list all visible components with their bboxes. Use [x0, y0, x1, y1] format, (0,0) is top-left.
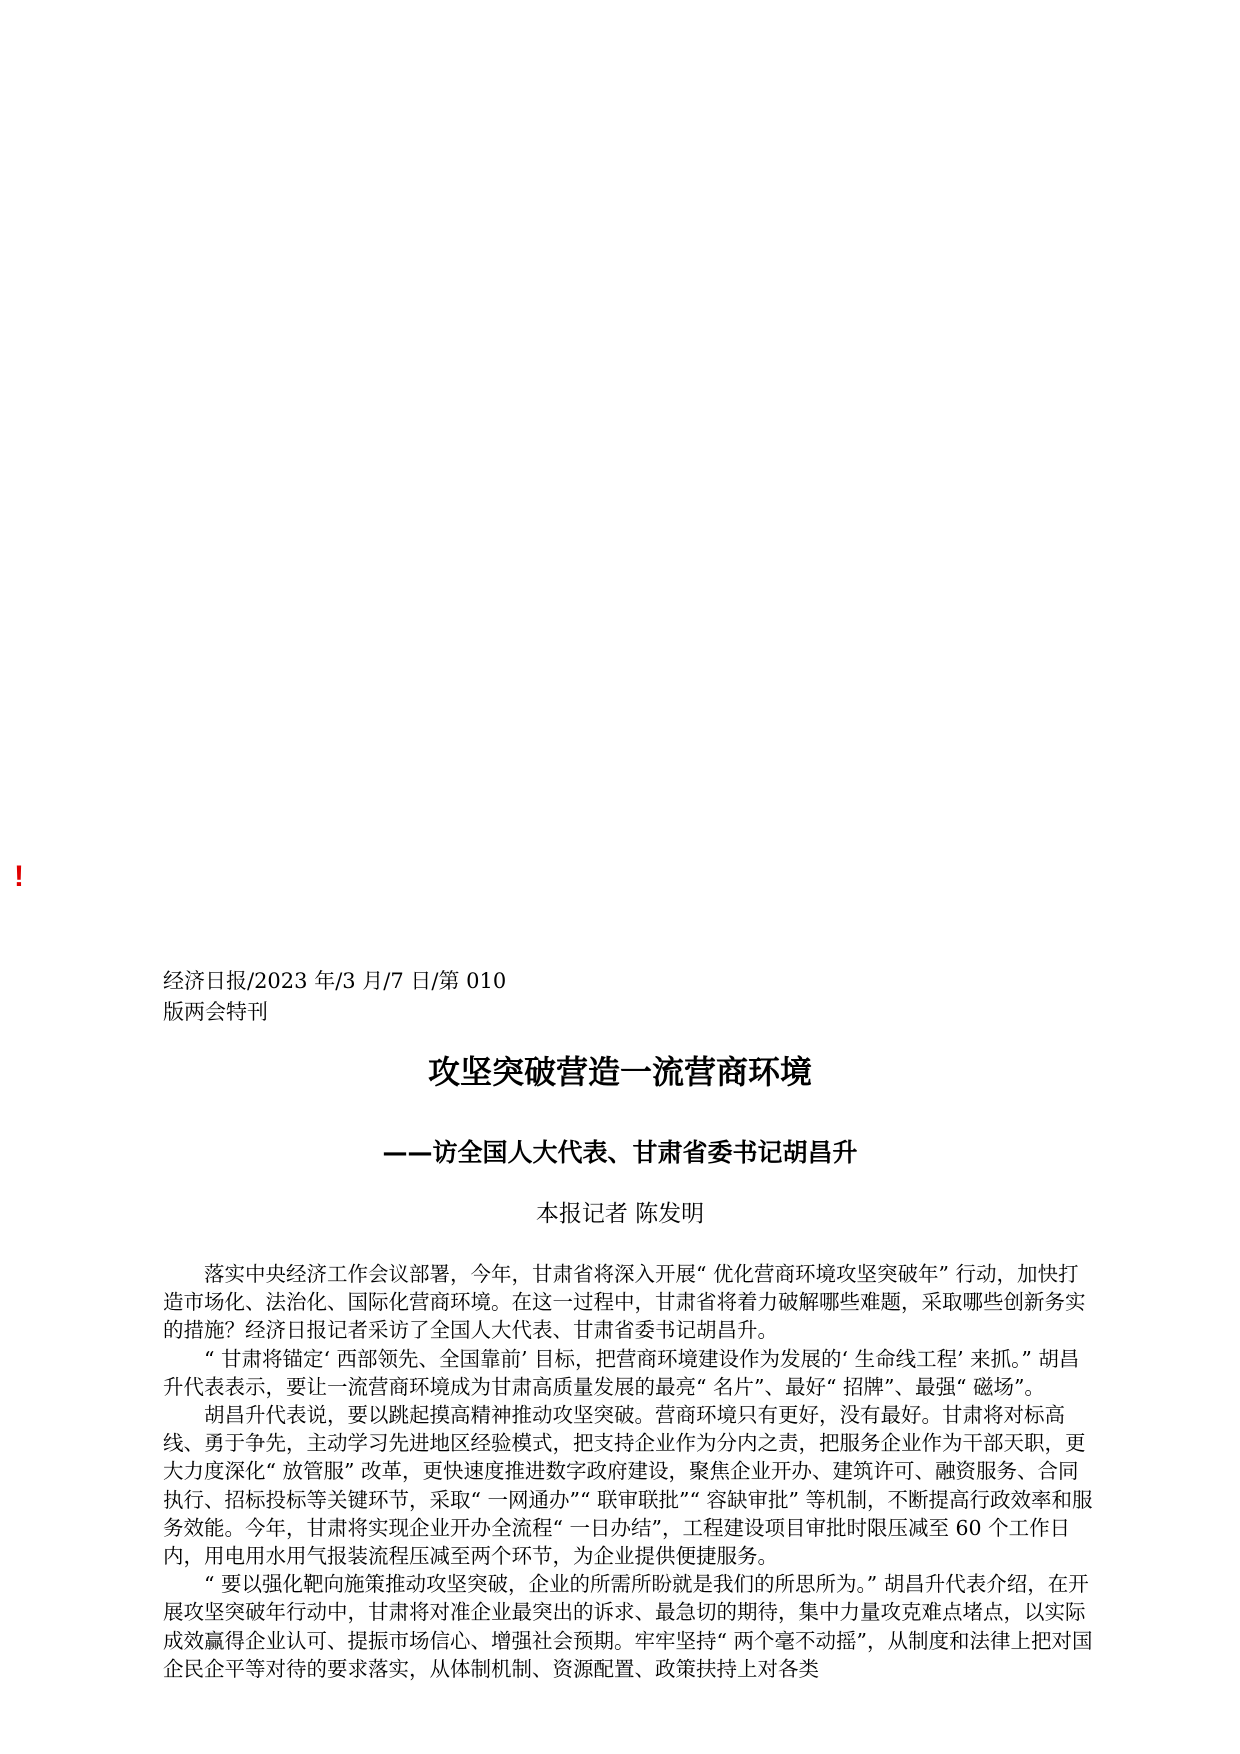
- paragraph: 胡昌升代表说，要以跳起摸高精神推动攻坚突破。营商环境只有更好，没有最好。甘肃将对标高线、勇于争先，主动学习先进地区经验模式，把支持企业作为分内之责，把服务企业作为干部天职，更大力度深化“ 放管服” 改革，更快速度推进数字政府建设，聚焦企业开办、建筑许可、融资服务、合同执行、招标投标等关键环节，采取“ 一网通办”“ 联审联批”“ 容缺审批” 等机制，不断提高行政效率和服务效能。今年，甘肃将实现企业开办全流程“ 一日办结”，工程建设项目审批时限压减至 60 个工作日内，用电用水用气报装流程压减至两个环节，为企业提供便捷服务。: [163, 1403, 1093, 1569]
- source-line-1: 经济日报/2023 年/3 月/7 日/第 010: [163, 969, 507, 993]
- source-line: [163, 966, 506, 1028]
- source-line-2: 版两会特刊: [163, 1000, 268, 1024]
- article-title: 攻坚突破营造一流营商环境: [427, 1053, 812, 1091]
- paragraph: 落实中央经济工作会议部署，今年，甘肃省将深入开展“ 优化营商环境攻坚突破年” 行动，加快打造市场化、法治化、国际化营商环境。在这一过程中，甘肃省将着力破解哪些难题，采取哪些创新务实的措施？经济日报记者采访了全国人大代表、甘肃省委书记胡昌升。: [163, 1262, 1086, 1343]
- paragraph: “ 要以强化靶向施策推动攻坚突破，企业的所需所盼就是我们的所思所为。” 胡昌升代表介绍，在开展攻坚突破年行动中，甘肃将对准企业最突出的诉求、最急切的期待，集中力量攻克难点堵点，以实际成效赢得企业认可、提振市场信心、增强社会预期。牢牢坚持“ 两个毫不动摇”，从制度和法律上把对国企民企平等对待的要求落实，从体制机制、资源配置、政策扶持上对各类: [163, 1572, 1093, 1681]
- article-byline: 本报记者 陈发明: [535, 1201, 705, 1227]
- paragraph: “ 甘肃将锚定‘ 西部领先、全国靠前’ 目标，把营商环境建设作为发展的‘ 生命线工程’ 来抓。” 胡昌升代表表示，要让一流营商环境成为甘肃高质量发展的最亮“ 名片”、最好“ 招牌”、最强“ 磁场”。: [163, 1346, 1080, 1399]
- warning-mark: !: [14, 860, 24, 893]
- article-subtitle: ——访全国人大代表、甘肃省委书记胡昌升: [382, 1138, 858, 1167]
- article-body: [163, 1260, 1093, 1683]
